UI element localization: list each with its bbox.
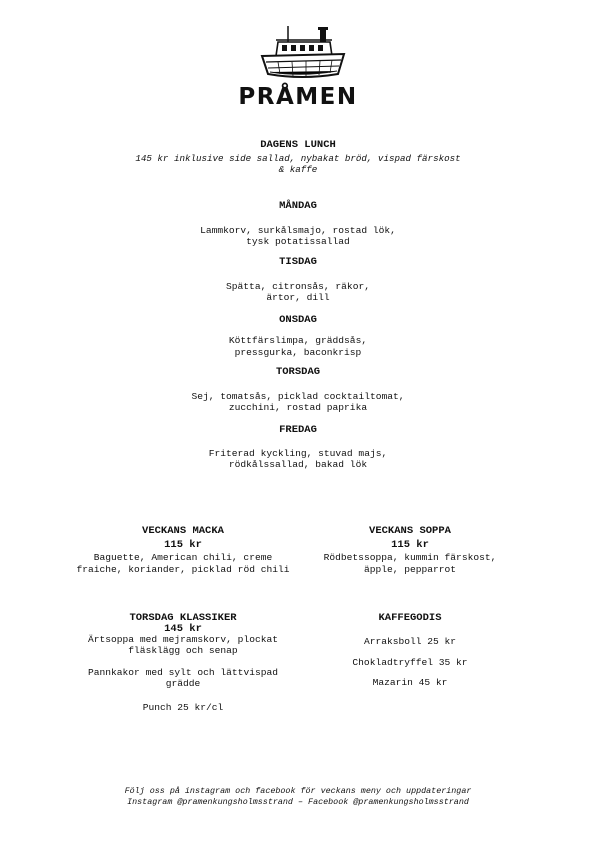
klassiker-desc-line1: Ärtsoppa med mejramskorv, plockat bbox=[88, 634, 278, 645]
macka-desc-line1: Baguette, American chili, creme bbox=[93, 552, 273, 563]
day-dish-wednesday-line1: Köttfärslimpa, gräddsås, bbox=[228, 335, 368, 346]
day-heading-wednesday: ONSDAG bbox=[279, 314, 317, 326]
macka-desc-line2: fraiche, koriander, picklad röd chili bbox=[76, 564, 290, 575]
soppa-title: VECKANS SOPPA bbox=[369, 525, 451, 537]
klassiker-desc-line4: grädde bbox=[165, 678, 201, 689]
footer-social-handles: Instagram @pramenkungsholmsstrand – Facebook @pramenkungsholmsstrand bbox=[127, 797, 469, 807]
lunch-title: DAGENS LUNCH bbox=[260, 139, 336, 151]
macka-price: 115 kr bbox=[164, 539, 202, 551]
klassiker-desc-line3: Pannkakor med sylt och lättvispad bbox=[88, 667, 278, 678]
boat-logo-icon bbox=[258, 24, 346, 82]
macka-title: VECKANS MACKA bbox=[142, 525, 224, 537]
day-dish-thursday-line1: Sej, tomatsås, picklad cocktailtomat, bbox=[191, 391, 405, 402]
kaffegodis-title: KAFFEGODIS bbox=[378, 612, 442, 624]
kaffegodis-item: Mazarin 45 kr bbox=[372, 677, 448, 688]
day-dish-monday-line1: Lammkorv, surkålsmajo, rostad lök, bbox=[200, 225, 396, 236]
day-heading-tuesday: TISDAG bbox=[279, 256, 317, 268]
lunch-subtitle-line2: & kaffe bbox=[278, 164, 318, 175]
klassiker-price: 145 kr bbox=[164, 623, 202, 635]
footer-follow-text: Följ oss på instagram och facebook för veckans meny och uppdateringar bbox=[124, 786, 472, 796]
soppa-desc-line1: Rödbetssoppa, kummin färskost, bbox=[323, 552, 497, 563]
klassiker-desc-line2: fläsklägg och senap bbox=[128, 645, 238, 656]
day-dish-friday-line2: rödkålssallad, bakad lök bbox=[228, 459, 368, 470]
kaffegodis-item: Arraksboll 25 kr bbox=[363, 636, 457, 647]
day-dish-wednesday-line2: pressgurka, baconkrisp bbox=[234, 347, 362, 358]
day-dish-friday-line1: Friterad kyckling, stuvad majs, bbox=[208, 448, 388, 459]
day-dish-monday-line2: tysk potatissallad bbox=[246, 236, 350, 247]
day-heading-friday: FREDAG bbox=[279, 424, 317, 436]
day-heading-thursday: TORSDAG bbox=[275, 366, 321, 378]
soppa-desc-line2: äpple, pepparrot bbox=[363, 564, 457, 575]
brand-name: PRÅMEN bbox=[238, 84, 358, 110]
lunch-subtitle-line1: 145 kr inklusive side sallad, nybakat bröd, vispad färskost bbox=[135, 153, 461, 164]
day-dish-tuesday-line1: Spätta, citronsås, räkor, bbox=[226, 281, 370, 292]
klassiker-title: TORSDAG KLASSIKER bbox=[129, 612, 237, 624]
soppa-price: 115 kr bbox=[391, 539, 429, 551]
day-heading-monday: MÅNDAG bbox=[279, 200, 317, 212]
day-dish-tuesday-line2: ärtor, dill bbox=[266, 292, 330, 303]
klassiker-punch: Punch 25 kr/cl bbox=[142, 702, 224, 713]
kaffegodis-item: Chokladtryffel 35 kr bbox=[352, 657, 468, 668]
day-dish-thursday-line2: zucchini, rostad paprika bbox=[228, 402, 368, 413]
